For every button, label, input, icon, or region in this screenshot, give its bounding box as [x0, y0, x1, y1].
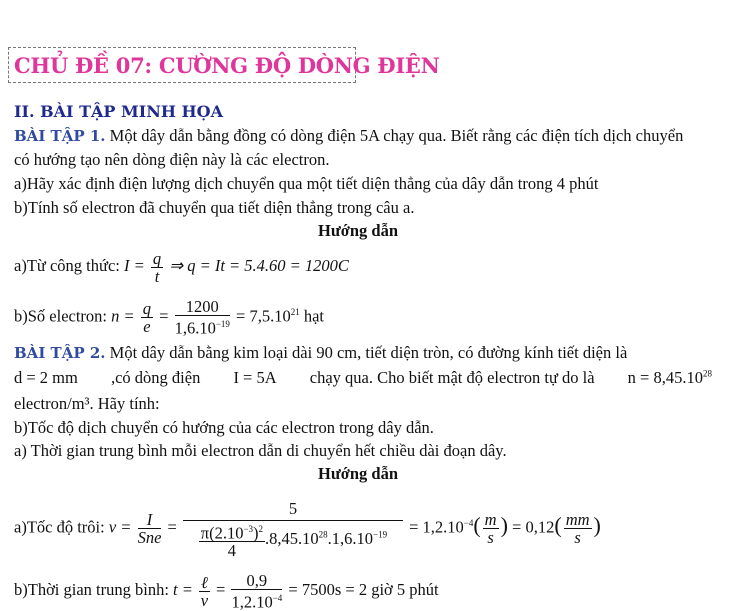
- ex1-b-result: = 7,5.10: [236, 306, 291, 326]
- ex2-answer-a: a)Tốc độ trôi: v = $\frac{I}{\text{Sne}}$ = 5 $\frac{\pi(2.10^{-3})^2}{4}$ $.8,45.10^{28}.1,6.10^{-19}$ = $1,2.10^{-4}$( $\frac{m}{s}$ ) = 0,12( $\frac{mm}{s}$ ): [14, 498, 601, 561]
- ex2-a-den-pi-exp: −3: [243, 523, 254, 534]
- ex2-b-result: = 7500s = 2 giờ 5 phút: [288, 580, 439, 599]
- ex1-a-formula: ⇒ q = It = 5.4.60 = 1200C: [169, 256, 349, 275]
- ex2-a-result-exp: −4: [463, 518, 474, 528]
- ex1-b-den-exp: −19: [215, 319, 230, 330]
- ex2-a-unit1: m: [484, 510, 497, 530]
- ex2-a-den-rest2-exp: −19: [373, 529, 388, 540]
- ex2-b-numerator: 0,9: [231, 572, 282, 590]
- ex2-a-unit2: mm: [565, 510, 590, 530]
- ex2-a-den-rest: .8,45.10: [265, 529, 319, 548]
- ex2-a-result-mid: = 0,12: [512, 517, 555, 537]
- ex2-a-unit2-den: s: [574, 528, 581, 548]
- ex2-a-den-rest-exp: 28: [318, 529, 328, 540]
- ex2-line4: b)Tốc độ dịch chuyển có hướng của các electron trong dây dẫn.: [14, 418, 434, 437]
- ex1-answer-a: a)Từ công thức: I = $\frac{q}{t}$ ⇒ q = It = 5.4.60 = 1200C: [14, 248, 349, 286]
- ex2-line3: electron/m³. Hãy tính:: [14, 394, 160, 413]
- ex2-a-big-fraction: 5 $\frac{\pi(2.10^{-3})^2}{4}$ $.8,45.10^{28}.1,6.10^{-19}$: [183, 498, 403, 560]
- ex1-line2: có hướng tạo nên dòng điện này là các electron.: [14, 150, 330, 169]
- ex1-text1: Một dây dẫn bằng đồng có dòng điện 5A chạy qua. Biết rằng các điện tích dịch chuyển: [105, 126, 684, 145]
- ex2-a-den-four: 4: [227, 541, 237, 561]
- ex2-line2: [14, 368, 712, 388]
- ex1-guide-heading: Hướng dẫn: [318, 221, 399, 240]
- ex1-line1: [14, 126, 683, 146]
- ex2-label: BÀI TẬP 2.: [14, 344, 106, 362]
- ex1-b-result-exp: 21: [290, 307, 300, 317]
- ex2-guide-heading: Hướng dẫn: [318, 464, 399, 483]
- ex1-a-fraction: $\frac{q}{t}$: [152, 248, 162, 286]
- ex2-b-prefix: b)Thời gian trung bình:: [14, 580, 169, 599]
- ex2-current: I = 5A: [233, 368, 277, 387]
- ex2-text2d: chạy qua. Cho biết mật độ electron tự do là: [309, 368, 595, 387]
- ex2-a-den-rest2: .1,6.10: [327, 529, 374, 548]
- ex2-answer-b: b)Thời gian trung bình: t = $\frac{\text{ℓ}}{v}$ = $\frac{0,9}{1,2.10^{-4}}$ = 7500s = 2 giờ 5 phút: [14, 570, 439, 611]
- ex2-line5: a) Thời gian trung bình mỗi electron dẫn di chuyển hết chiều dài đoạn dây.: [14, 441, 507, 460]
- ex1-line4: b)Tính số electron đã chuyển qua tiết diện thẳng trong câu a.: [14, 198, 415, 217]
- ex1-a-prefix: a)Từ công thức:: [14, 256, 120, 275]
- ex1-answer-b: b)Số electron: n = $\frac{q}{e}$ = $\frac{1200}{1,6.10^{-19}}$ = $7,5.10^{21}$ hạt: [14, 297, 325, 338]
- ex2-a-result: = 1,2.10: [409, 517, 464, 537]
- ex1-b-unit: hạt: [303, 306, 325, 326]
- ex2-density: n = 8,45.10: [627, 368, 703, 387]
- ex2-a-prefix: a)Tốc độ trôi:: [14, 517, 105, 537]
- ex2-line1: [14, 343, 627, 363]
- section-heading: II. BÀI TẬP MINH HỌA: [14, 102, 223, 121]
- ex2-a-numerator: 5: [183, 498, 403, 521]
- ex1-label: BÀI TẬP 1.: [14, 127, 106, 145]
- ex2-a-unit1-den: s: [487, 528, 494, 548]
- ex1-b-denominator: 1,6.10: [174, 318, 216, 338]
- ex2-text2b: ,có dòng điện: [110, 368, 201, 387]
- ex1-b-numerator: 1200: [175, 298, 230, 316]
- ex1-line3: a)Hãy xác định điện lượng dịch chuyển qua một tiết diện thẳng của dây dẫn trong 4 phút: [14, 174, 599, 193]
- ex2-a-den-pi: π(2.10: [200, 523, 244, 543]
- ex2-density-exp: 28: [702, 368, 712, 379]
- ex2-text1: Một dây dẫn bằng kim loại dài 90 cm, tiết diện tròn, có đường kính tiết diện là: [105, 343, 628, 362]
- ex1-b-prefix: b)Số electron:: [14, 306, 108, 326]
- page-title: CHỦ ĐỀ 07: CƯỜNG ĐỘ DÒNG ĐIỆN: [14, 53, 440, 78]
- ex2-diameter: d = 2 mm: [14, 368, 78, 387]
